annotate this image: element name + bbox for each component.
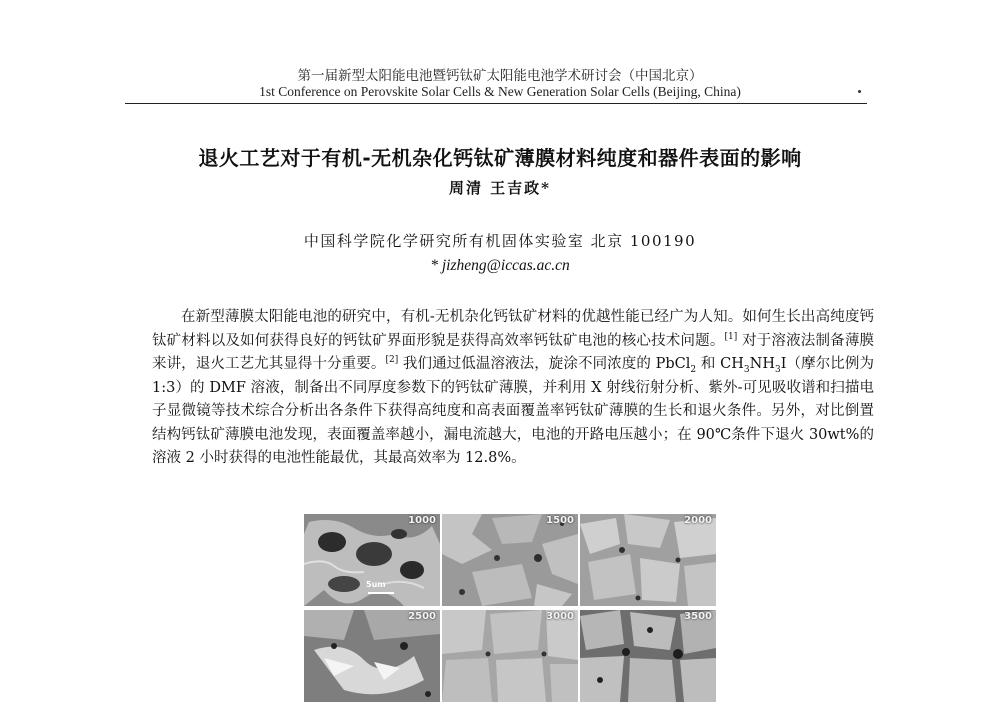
citation-2: [2] [385, 355, 399, 366]
subscript-pbcl2: 2 [690, 364, 697, 375]
abstract-text-6: I（摩尔比例为 1:3）的 DMF 溶液，制备出不同厚度参数下的钙钛矿薄膜，并利用 X 射线衍射分析、紫外-可见吸收谱和扫描电子显微镜等技术综合分析出各条件下获得高纯度和高表面覆盖率钙钛矿薄膜的生长和退火条件。另外，对比倒置结构钙钛矿薄膜电池发现，表面覆盖率越小，漏电流越大，电池的开路电压越小；在 90℃条件下退火 30wt%的溶液 2 小时获得的电池性能最优，其最高效率为 12.8%。 [152, 356, 874, 466]
abstract-text-2: 对于溶液法制备薄膜来讲，退火工艺尤其显得十分重要。 [152, 332, 875, 372]
abstract-text-3: 我们通过低温溶液法，旋涂不同浓度的 PbCl [398, 356, 691, 372]
sem-label-1000: 1000 [408, 515, 436, 526]
paper-authors: 周清 王吉政* [448, 179, 552, 197]
sem-panel [442, 514, 578, 606]
sem-panel [580, 514, 716, 606]
sem-micrograph-1500 [442, 514, 578, 606]
sem-panel [304, 610, 440, 702]
sem-image-grid [301, 512, 717, 684]
scale-bar-label: 5um [366, 580, 386, 589]
sem-label-3000: 3000 [546, 611, 574, 622]
sem-label-3500: 3500 [684, 611, 712, 622]
header-rule [125, 103, 867, 104]
sem-micrograph-3500 [580, 610, 716, 702]
paper-title: 退火工艺对于有机-无机杂化钙钛矿薄膜材料纯度和器件表面的影响 [198, 146, 802, 170]
subscript-ch3: 3 [743, 364, 750, 375]
sem-micrograph-2000 [580, 514, 716, 606]
abstract-text-5: NH [749, 356, 775, 372]
sem-panel [580, 610, 716, 702]
abstract-text-1: 在新型薄膜太阳能电池的研究中，有机-无机杂化钙钛矿材料的优越性能已经广为人知。如何生长出高纯度钙钛矿材料以及如何获得良好的钙钛矿界面形貌是获得高效率钙钛矿电池的核心技术问题。 [152, 309, 874, 349]
sem-label-2500: 2500 [408, 611, 436, 622]
paper-affiliation: 中国科学院化学研究所有机固体实验室 北京 100190 [303, 232, 697, 250]
sem-label-1500: 1500 [546, 515, 574, 526]
conference-header-en: 1st Conference on Perovskite Solar Cells & New Generation Solar Cells (Beijing, China) [259, 84, 741, 99]
scale-bar [368, 592, 394, 594]
sem-label-2000: 2000 [684, 515, 712, 526]
sem-panel [304, 514, 440, 606]
citation-1: [1] [724, 331, 738, 342]
sem-micrograph-3000 [442, 610, 578, 702]
sem-panel [442, 610, 578, 702]
conference-header-cn: 第一届新型太阳能电池暨钙钛矿太阳能电池学术研讨会（中国北京） [297, 68, 703, 84]
abstract-text-4: 和 CH [696, 356, 744, 372]
subscript-nh3: 3 [774, 364, 781, 375]
header-dot-mark [858, 90, 861, 93]
corresponding-email: * jizheng@iccas.ac.cn [430, 257, 570, 274]
abstract-paragraph [152, 306, 874, 471]
sem-micrograph-2500 [304, 610, 440, 702]
